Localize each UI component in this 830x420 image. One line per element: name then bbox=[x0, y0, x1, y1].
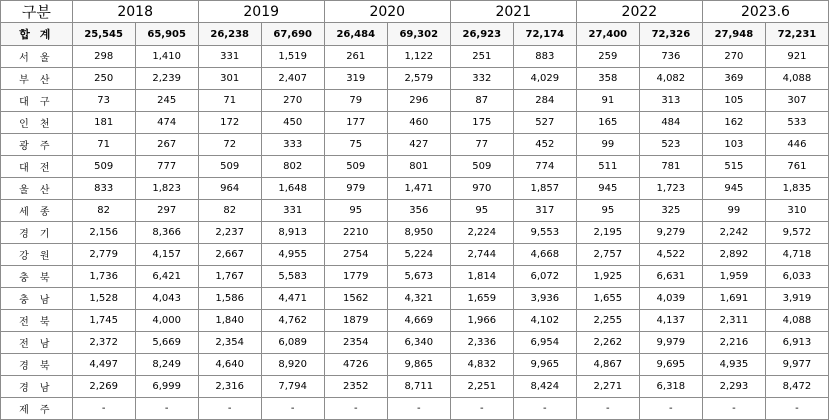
table-cell: - bbox=[639, 398, 702, 420]
total-row bbox=[1, 23, 829, 46]
table-row bbox=[1, 134, 829, 156]
table-cell: 72,174 bbox=[513, 23, 576, 46]
table-cell: 26,484 bbox=[324, 23, 387, 46]
table-cell: 2354 bbox=[324, 332, 387, 354]
year-header: 2023.6 bbox=[702, 1, 828, 23]
table-row bbox=[1, 90, 829, 112]
table-cell: 509 bbox=[450, 156, 513, 178]
table-cell: 2,293 bbox=[702, 376, 765, 398]
region-label: 전 북 bbox=[1, 310, 73, 332]
region-label: 부 산 bbox=[1, 68, 73, 90]
region-label: 경 북 bbox=[1, 354, 73, 376]
table-cell: - bbox=[450, 398, 513, 420]
table-cell: 8,711 bbox=[387, 376, 450, 398]
table-cell: 4726 bbox=[324, 354, 387, 376]
table-cell: 72,326 bbox=[639, 23, 702, 46]
table-cell: 8,950 bbox=[387, 222, 450, 244]
region-label: 울 산 bbox=[1, 178, 73, 200]
year-header: 2022 bbox=[576, 1, 702, 23]
table-cell: 1,519 bbox=[261, 46, 324, 68]
region-label: 충 남 bbox=[1, 288, 73, 310]
table-row bbox=[1, 68, 829, 90]
table-cell: 1,823 bbox=[135, 178, 198, 200]
table-cell: 1,648 bbox=[261, 178, 324, 200]
region-label: 충 북 bbox=[1, 266, 73, 288]
table-cell: 4,867 bbox=[576, 354, 639, 376]
table-cell: 6,631 bbox=[639, 266, 702, 288]
table-cell: - bbox=[324, 398, 387, 420]
table-cell: - bbox=[72, 398, 135, 420]
table-cell: 297 bbox=[135, 200, 198, 222]
region-label: 강 원 bbox=[1, 244, 73, 266]
table-cell: 4,102 bbox=[513, 310, 576, 332]
region-label: 광 주 bbox=[1, 134, 73, 156]
table-row bbox=[1, 354, 829, 376]
table-cell: 1,586 bbox=[198, 288, 261, 310]
table-cell: 8,913 bbox=[261, 222, 324, 244]
table-cell: 313 bbox=[639, 90, 702, 112]
table-row bbox=[1, 156, 829, 178]
table-cell: 801 bbox=[387, 156, 450, 178]
table-cell: 2,251 bbox=[450, 376, 513, 398]
region-label: 대 전 bbox=[1, 156, 73, 178]
table-cell: 6,033 bbox=[765, 266, 828, 288]
year-header: 2021 bbox=[450, 1, 576, 23]
table-cell: 1,723 bbox=[639, 178, 702, 200]
table-cell: 2,156 bbox=[72, 222, 135, 244]
table-row bbox=[1, 178, 829, 200]
table-cell: 27,400 bbox=[576, 23, 639, 46]
table-cell: 761 bbox=[765, 156, 828, 178]
table-cell: 87 bbox=[450, 90, 513, 112]
table-cell: 9,572 bbox=[765, 222, 828, 244]
table-cell: - bbox=[576, 398, 639, 420]
table-cell: 332 bbox=[450, 68, 513, 90]
table-cell: 964 bbox=[198, 178, 261, 200]
table-cell: 79 bbox=[324, 90, 387, 112]
table-cell: 4,029 bbox=[513, 68, 576, 90]
table-row bbox=[1, 376, 829, 398]
table-cell: 4,157 bbox=[135, 244, 198, 266]
table-cell: 95 bbox=[450, 200, 513, 222]
table-cell: 5,669 bbox=[135, 332, 198, 354]
table-cell: 4,043 bbox=[135, 288, 198, 310]
table-row bbox=[1, 310, 829, 332]
region-label: 세 종 bbox=[1, 200, 73, 222]
table-cell: 9,979 bbox=[639, 332, 702, 354]
table-cell: 1879 bbox=[324, 310, 387, 332]
table-cell: 2,316 bbox=[198, 376, 261, 398]
table-cell: 319 bbox=[324, 68, 387, 90]
table-cell: 1,410 bbox=[135, 46, 198, 68]
table-cell: 27,948 bbox=[702, 23, 765, 46]
table-cell: 6,421 bbox=[135, 266, 198, 288]
table-cell: 245 bbox=[135, 90, 198, 112]
table-cell: 331 bbox=[261, 200, 324, 222]
table-cell: 296 bbox=[387, 90, 450, 112]
table-cell: 77 bbox=[450, 134, 513, 156]
table-cell: 6,954 bbox=[513, 332, 576, 354]
table-cell: 979 bbox=[324, 178, 387, 200]
table-cell: 69,302 bbox=[387, 23, 450, 46]
table-cell: 1,691 bbox=[702, 288, 765, 310]
table-cell: 369 bbox=[702, 68, 765, 90]
table-cell: - bbox=[387, 398, 450, 420]
region-label: 경 기 bbox=[1, 222, 73, 244]
year-header: 2020 bbox=[324, 1, 450, 23]
table-cell: 527 bbox=[513, 112, 576, 134]
table-cell: 484 bbox=[639, 112, 702, 134]
table-cell: 67,690 bbox=[261, 23, 324, 46]
table-cell: 1779 bbox=[324, 266, 387, 288]
table-cell: 523 bbox=[639, 134, 702, 156]
table-row bbox=[1, 332, 829, 354]
table-cell: 2,224 bbox=[450, 222, 513, 244]
table-cell: 181 bbox=[72, 112, 135, 134]
table-cell: 2,579 bbox=[387, 68, 450, 90]
table-cell: 2,216 bbox=[702, 332, 765, 354]
table-cell: 6,072 bbox=[513, 266, 576, 288]
table-cell: 358 bbox=[576, 68, 639, 90]
table-cell: 509 bbox=[72, 156, 135, 178]
table-cell: 317 bbox=[513, 200, 576, 222]
table-cell: - bbox=[261, 398, 324, 420]
region-label: 서 울 bbox=[1, 46, 73, 68]
table-cell: 261 bbox=[324, 46, 387, 68]
table-cell: 2,269 bbox=[72, 376, 135, 398]
table-cell: 99 bbox=[702, 200, 765, 222]
table-cell: 4,762 bbox=[261, 310, 324, 332]
table-cell: 82 bbox=[198, 200, 261, 222]
table-cell: 450 bbox=[261, 112, 324, 134]
table-cell: 4,000 bbox=[135, 310, 198, 332]
table-cell: 2,407 bbox=[261, 68, 324, 90]
table-cell: 325 bbox=[639, 200, 702, 222]
table-cell: 921 bbox=[765, 46, 828, 68]
table-cell: 2,372 bbox=[72, 332, 135, 354]
table-cell: 474 bbox=[135, 112, 198, 134]
table-cell: 72 bbox=[198, 134, 261, 156]
table-cell: 4,088 bbox=[765, 310, 828, 332]
table-cell: 2,336 bbox=[450, 332, 513, 354]
table-cell: 4,088 bbox=[765, 68, 828, 90]
table-cell: 945 bbox=[702, 178, 765, 200]
table-cell: 2,779 bbox=[72, 244, 135, 266]
table-cell: - bbox=[513, 398, 576, 420]
table-cell: 356 bbox=[387, 200, 450, 222]
table-row bbox=[1, 266, 829, 288]
table-cell: - bbox=[702, 398, 765, 420]
table-cell: 4,935 bbox=[702, 354, 765, 376]
table-cell: 970 bbox=[450, 178, 513, 200]
table-cell: 5,224 bbox=[387, 244, 450, 266]
table-cell: 175 bbox=[450, 112, 513, 134]
table-cell: 4,640 bbox=[198, 354, 261, 376]
table-cell: 4,718 bbox=[765, 244, 828, 266]
table-cell: 1,857 bbox=[513, 178, 576, 200]
table-cell: 250 bbox=[72, 68, 135, 90]
table-cell: 2352 bbox=[324, 376, 387, 398]
table-cell: 945 bbox=[576, 178, 639, 200]
table-cell: 162 bbox=[702, 112, 765, 134]
table-cell: 9,977 bbox=[765, 354, 828, 376]
table-cell: 4,669 bbox=[387, 310, 450, 332]
table-cell: 301 bbox=[198, 68, 261, 90]
table-cell: 1,835 bbox=[765, 178, 828, 200]
table-cell: 71 bbox=[72, 134, 135, 156]
table-cell: 509 bbox=[198, 156, 261, 178]
table-row bbox=[1, 244, 829, 266]
table-cell: 2,757 bbox=[576, 244, 639, 266]
region-label: 전 남 bbox=[1, 332, 73, 354]
table-cell: 6,318 bbox=[639, 376, 702, 398]
table-cell: 1,745 bbox=[72, 310, 135, 332]
table-cell: 3,919 bbox=[765, 288, 828, 310]
table-cell: 177 bbox=[324, 112, 387, 134]
table-cell: 736 bbox=[639, 46, 702, 68]
table-cell: 251 bbox=[450, 46, 513, 68]
table-cell: 172 bbox=[198, 112, 261, 134]
table-cell: 509 bbox=[324, 156, 387, 178]
table-cell: 25,545 bbox=[72, 23, 135, 46]
table-cell: 270 bbox=[261, 90, 324, 112]
table-row bbox=[1, 288, 829, 310]
table-cell: 2,354 bbox=[198, 332, 261, 354]
header-row bbox=[1, 1, 829, 23]
table-cell: 2,262 bbox=[576, 332, 639, 354]
table-cell: 2,311 bbox=[702, 310, 765, 332]
table-cell: 1,925 bbox=[576, 266, 639, 288]
table-cell: 2,239 bbox=[135, 68, 198, 90]
table-cell: 165 bbox=[576, 112, 639, 134]
table-cell: 781 bbox=[639, 156, 702, 178]
table-row bbox=[1, 222, 829, 244]
region-label: 인 천 bbox=[1, 112, 73, 134]
year-header: 2019 bbox=[198, 1, 324, 23]
table-cell: 511 bbox=[576, 156, 639, 178]
table-cell: 1,736 bbox=[72, 266, 135, 288]
table-cell: 73 bbox=[72, 90, 135, 112]
table-row bbox=[1, 112, 829, 134]
table-cell: 1,122 bbox=[387, 46, 450, 68]
table-cell: 3,936 bbox=[513, 288, 576, 310]
region-label: 합 계 bbox=[1, 23, 73, 46]
table-cell: 75 bbox=[324, 134, 387, 156]
table-row bbox=[1, 200, 829, 222]
table-cell: 2,271 bbox=[576, 376, 639, 398]
table-cell: 446 bbox=[765, 134, 828, 156]
table-cell: - bbox=[198, 398, 261, 420]
table-row bbox=[1, 46, 829, 68]
table-cell: 883 bbox=[513, 46, 576, 68]
table-cell: 4,471 bbox=[261, 288, 324, 310]
table-cell: 4,321 bbox=[387, 288, 450, 310]
table-cell: 6,340 bbox=[387, 332, 450, 354]
table-body bbox=[1, 1, 829, 420]
table-cell: 6,999 bbox=[135, 376, 198, 398]
table-cell: 460 bbox=[387, 112, 450, 134]
table-cell: 307 bbox=[765, 90, 828, 112]
table-cell: 8,424 bbox=[513, 376, 576, 398]
table-cell: 9,965 bbox=[513, 354, 576, 376]
table-cell: 2,195 bbox=[576, 222, 639, 244]
table-cell: 4,082 bbox=[639, 68, 702, 90]
table-cell: 777 bbox=[135, 156, 198, 178]
table-cell: 5,583 bbox=[261, 266, 324, 288]
table-cell: 6,089 bbox=[261, 332, 324, 354]
table-cell: 72,231 bbox=[765, 23, 828, 46]
table-cell: 259 bbox=[576, 46, 639, 68]
region-label: 대 구 bbox=[1, 90, 73, 112]
table-cell: 1,767 bbox=[198, 266, 261, 288]
corner-header: 구분 bbox=[1, 1, 73, 23]
table-cell: 99 bbox=[576, 134, 639, 156]
table-cell: - bbox=[765, 398, 828, 420]
table-cell: 833 bbox=[72, 178, 135, 200]
table-cell: 2,744 bbox=[450, 244, 513, 266]
table-cell: 4,039 bbox=[639, 288, 702, 310]
table-cell: 82 bbox=[72, 200, 135, 222]
table-cell: 5,673 bbox=[387, 266, 450, 288]
table-cell: - bbox=[135, 398, 198, 420]
table-cell: 774 bbox=[513, 156, 576, 178]
table-cell: 427 bbox=[387, 134, 450, 156]
table-cell: 1,840 bbox=[198, 310, 261, 332]
table-cell: 1,655 bbox=[576, 288, 639, 310]
table-cell: 2,667 bbox=[198, 244, 261, 266]
table-cell: 1,659 bbox=[450, 288, 513, 310]
table-cell: 8,920 bbox=[261, 354, 324, 376]
table-cell: 1,959 bbox=[702, 266, 765, 288]
table-cell: 9,695 bbox=[639, 354, 702, 376]
table-cell: 515 bbox=[702, 156, 765, 178]
table-cell: 95 bbox=[576, 200, 639, 222]
table-cell: 4,497 bbox=[72, 354, 135, 376]
table-cell: 26,923 bbox=[450, 23, 513, 46]
table-cell: 331 bbox=[198, 46, 261, 68]
table-cell: 65,905 bbox=[135, 23, 198, 46]
region-label: 제 주 bbox=[1, 398, 73, 420]
table-cell: 333 bbox=[261, 134, 324, 156]
table-cell: 9,279 bbox=[639, 222, 702, 244]
table-cell: 310 bbox=[765, 200, 828, 222]
table-cell: 1,966 bbox=[450, 310, 513, 332]
table-cell: 2754 bbox=[324, 244, 387, 266]
table-cell: 1,528 bbox=[72, 288, 135, 310]
table-cell: 8,249 bbox=[135, 354, 198, 376]
table-cell: 1562 bbox=[324, 288, 387, 310]
table-cell: 298 bbox=[72, 46, 135, 68]
table-cell: 270 bbox=[702, 46, 765, 68]
table-cell: 802 bbox=[261, 156, 324, 178]
table-cell: 267 bbox=[135, 134, 198, 156]
table-cell: 4,832 bbox=[450, 354, 513, 376]
table-cell: 4,137 bbox=[639, 310, 702, 332]
table-cell: 452 bbox=[513, 134, 576, 156]
table-cell: 1,471 bbox=[387, 178, 450, 200]
table-cell: 8,366 bbox=[135, 222, 198, 244]
table-cell: 2,242 bbox=[702, 222, 765, 244]
table-cell: 1,814 bbox=[450, 266, 513, 288]
table-cell: 2,237 bbox=[198, 222, 261, 244]
table-cell: 105 bbox=[702, 90, 765, 112]
table-cell: 9,865 bbox=[387, 354, 450, 376]
year-header: 2018 bbox=[72, 1, 198, 23]
table-cell: 71 bbox=[198, 90, 261, 112]
table-cell: 2,892 bbox=[702, 244, 765, 266]
table-cell: 7,794 bbox=[261, 376, 324, 398]
table-cell: 6,913 bbox=[765, 332, 828, 354]
table-cell: 4,955 bbox=[261, 244, 324, 266]
table-cell: 103 bbox=[702, 134, 765, 156]
table-cell: 26,238 bbox=[198, 23, 261, 46]
region-label: 경 남 bbox=[1, 376, 73, 398]
table-cell: 8,472 bbox=[765, 376, 828, 398]
table-cell: 4,522 bbox=[639, 244, 702, 266]
table-cell: 91 bbox=[576, 90, 639, 112]
table-cell: 2210 bbox=[324, 222, 387, 244]
table-cell: 533 bbox=[765, 112, 828, 134]
table-cell: 9,553 bbox=[513, 222, 576, 244]
table-cell: 4,668 bbox=[513, 244, 576, 266]
table-cell: 284 bbox=[513, 90, 576, 112]
table-cell: 95 bbox=[324, 200, 387, 222]
table-cell: 2,255 bbox=[576, 310, 639, 332]
